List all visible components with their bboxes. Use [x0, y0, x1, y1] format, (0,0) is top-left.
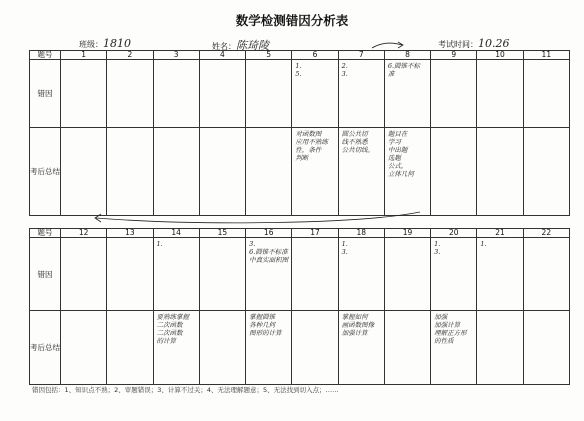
- question-no-label: 题号: [30, 51, 61, 60]
- error-cause-cell: [431, 60, 477, 128]
- error-cause-label: 错因: [30, 60, 61, 128]
- summary-cell: [61, 128, 107, 216]
- footer-note: 错因包括：1、知识点不熟；2、审题错误；3、计算不过关；4、无法理解题意；5、无法找到切入点；……: [32, 386, 339, 394]
- question-number: 19: [384, 229, 430, 238]
- summary-cell: [246, 311, 292, 385]
- error-cause-entry: 1.: [156, 240, 163, 248]
- error-cause-cell: [477, 238, 523, 311]
- question-no-label: 题号: [30, 229, 61, 238]
- summary-cell: [292, 311, 338, 385]
- error-cause-cell: [384, 238, 430, 311]
- summary-entry: 对函数图 应用不熟练 性，条件 判断: [295, 130, 328, 162]
- summary-cell: [477, 311, 523, 385]
- question-number: 10: [477, 51, 523, 60]
- summary-cell: [292, 128, 338, 216]
- question-number: 1: [61, 51, 107, 60]
- error-cause-cell: [107, 60, 153, 128]
- question-number: 9: [431, 51, 477, 60]
- error-cause-cell: [107, 238, 153, 311]
- error-cause-entry: 6.圆锥不标 准: [387, 62, 421, 78]
- summary-cell: [431, 128, 477, 216]
- summary-label: 考后总结: [30, 128, 61, 216]
- summary-cell: [431, 311, 477, 385]
- error-cause-cell: [431, 238, 477, 311]
- summary-entry: 加强 加强计算 理解正方形 的性质: [434, 313, 467, 345]
- error-cause-cell: [199, 238, 245, 311]
- summary-cell: [107, 128, 153, 216]
- summary-entry: 掌握如何 画函数图像 加强计算: [341, 313, 375, 337]
- summary-cell: [199, 311, 245, 385]
- summary-label: 考后总结: [30, 311, 61, 385]
- error-table-1: [29, 50, 570, 216]
- summary-cell: [477, 128, 523, 216]
- error-cause-cell: [153, 60, 199, 128]
- page-title: 数学检测错因分析表: [235, 13, 349, 28]
- summary-cell: [107, 311, 153, 385]
- summary-entry: 题目在 学习 中出题 选题 公式， 立体几何: [387, 130, 414, 178]
- summary-cell: [384, 311, 430, 385]
- error-cause-entry: 2. 3.: [341, 62, 348, 78]
- question-number: 13: [107, 229, 153, 238]
- name-value: 陈琦陵: [236, 39, 269, 52]
- question-number: 18: [338, 229, 384, 238]
- error-cause-cell: [292, 60, 338, 128]
- exam-time-field: [438, 37, 510, 50]
- summary-cell: [523, 128, 569, 216]
- summary-cell: [384, 128, 430, 216]
- error-cause-entry: 1. 3.: [341, 240, 348, 256]
- error-cause-cell: [477, 60, 523, 128]
- error-table-2: [29, 228, 570, 385]
- question-number: 4: [199, 51, 245, 60]
- question-number: 7: [338, 51, 384, 60]
- error-cause-entry: 1. 3.: [434, 240, 441, 256]
- summary-cell: [153, 128, 199, 216]
- summary-cell: [61, 311, 107, 385]
- question-number: 5: [246, 51, 292, 60]
- summary-cell: [338, 311, 384, 385]
- summary-cell: [246, 128, 292, 216]
- question-number: 6: [292, 51, 338, 60]
- error-cause-entry: 1. 5.: [295, 62, 302, 78]
- error-cause-cell: [338, 238, 384, 311]
- question-number: 21: [477, 229, 523, 238]
- error-cause-cell: [338, 60, 384, 128]
- summary-cell: [523, 311, 569, 385]
- summary-entry: 要熟练掌握 二次函数 二次函数 的计算: [156, 313, 190, 345]
- error-cause-cell: [384, 60, 430, 128]
- error-cause-cell: [199, 60, 245, 128]
- error-cause-label: 错因: [30, 238, 61, 311]
- class-value: 1810: [103, 37, 131, 50]
- error-cause-cell: [153, 238, 199, 311]
- question-number: 2: [107, 51, 153, 60]
- summary-cell: [338, 128, 384, 216]
- summary-entry: 掌握圆锥 各种几何 图形的计算: [249, 313, 282, 337]
- name-label: 姓名：: [212, 42, 236, 51]
- error-cause-cell: [246, 238, 292, 311]
- question-number: 17: [292, 229, 338, 238]
- exam-time-value: 10.26: [478, 37, 510, 50]
- question-number: 14: [153, 229, 199, 238]
- exam-time-label: 考试时间：: [438, 40, 478, 49]
- error-cause-cell: [61, 238, 107, 311]
- error-cause-cell: [523, 238, 569, 311]
- question-number: 15: [199, 229, 245, 238]
- question-number: 12: [61, 229, 107, 238]
- question-number: 22: [523, 229, 569, 238]
- question-number: 20: [431, 229, 477, 238]
- question-number: 16: [246, 229, 292, 238]
- error-cause-entry: 1.: [480, 240, 487, 248]
- question-number: 8: [384, 51, 430, 60]
- question-number: 11: [523, 51, 569, 60]
- error-cause-cell: [61, 60, 107, 128]
- error-cause-cell: [523, 60, 569, 128]
- question-number: 3: [153, 51, 199, 60]
- class-field: [79, 37, 131, 50]
- error-cause-entry: 3. 6.圆锥不标准 中真实面积图: [249, 240, 289, 264]
- class-label: 班级：: [79, 40, 103, 49]
- error-cause-cell: [292, 238, 338, 311]
- summary-entry: 圆公共切 线不熟悉 公共切线。: [341, 130, 375, 154]
- error-cause-cell: [246, 60, 292, 128]
- summary-cell: [199, 128, 245, 216]
- summary-cell: [153, 311, 199, 385]
